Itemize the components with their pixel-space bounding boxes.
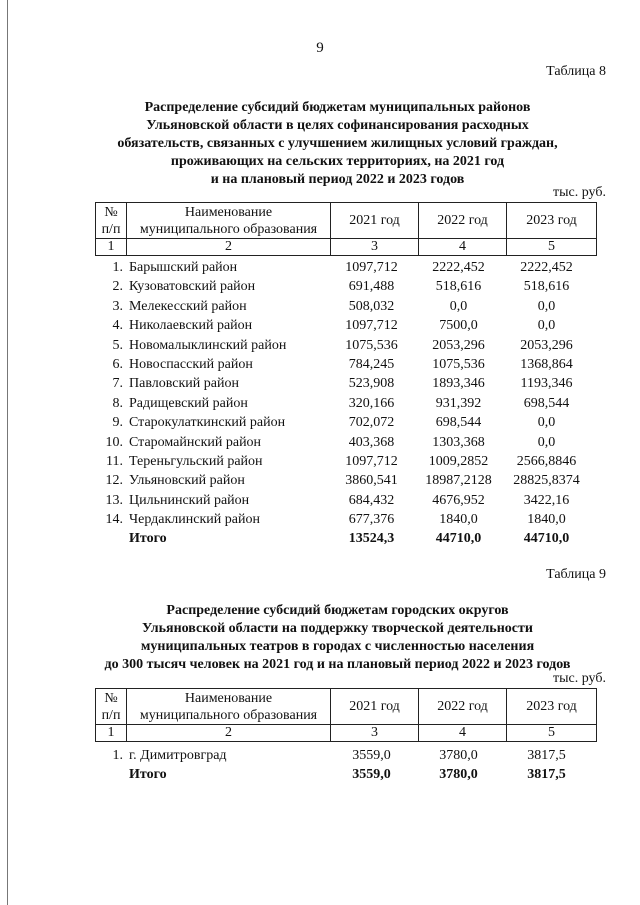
header-num: № п/п xyxy=(96,203,127,239)
col-index: 4 xyxy=(419,239,507,256)
table-row: 3. Мелекесский район 508,032 0,0 0,0 xyxy=(112,298,556,314)
header-2021: 2021 год xyxy=(331,689,419,725)
table-row: 13. Цильнинский район 684,432 4676,952 3422,16 xyxy=(105,492,570,508)
page-edge-line xyxy=(7,0,8,905)
table-row: 9. Старокулаткинский район 702,072 698,544 0,0 xyxy=(112,415,556,431)
title-line: проживающих на сельских территориях, на 2021 год xyxy=(170,154,505,169)
title-line: обязательств, связанных с улучшением жилищных условий граждан, xyxy=(117,136,558,151)
header-2023: 2023 год xyxy=(507,203,597,239)
table8-label: Таблица 8 xyxy=(546,64,606,79)
header-name: Наименование муниципального образования xyxy=(127,203,331,239)
title-line: муниципальных театров в городах с численностью населения xyxy=(140,639,535,654)
col-index: 5 xyxy=(507,239,597,256)
header-2022: 2022 год xyxy=(419,689,507,725)
header-2023: 2023 год xyxy=(507,689,597,725)
table9-units: тыс. руб. xyxy=(553,671,606,686)
table-row: 12. Ульяновский район 3860,541 18987,2128 28825,8374 xyxy=(105,473,580,489)
table-row: 2. Кузоватовский район 691,488 518,616 518,616 xyxy=(112,279,570,295)
col-index: 3 xyxy=(331,239,419,256)
table-row: 14. Чердаклинский район 677,376 1840,0 1840,0 xyxy=(105,512,566,528)
table-row: 4. Николаевский район 1097,712 7500,0 0,0 xyxy=(112,318,556,334)
table-row: 8. Радищевский район 320,166 931,392 698,544 xyxy=(112,395,570,411)
table8-title xyxy=(60,99,615,189)
table-row: 7. Павловский район 523,908 1893,346 1193,346 xyxy=(112,376,573,392)
title-line: до 300 тысяч человек на 2021 год и на плановый период 2022 и 2023 годов xyxy=(104,657,571,672)
table-row: 10. Старомайнский район 403,368 1303,368 0,0 xyxy=(105,434,556,450)
title-line: Распределение субсидий бюджетам муниципальных районов xyxy=(144,100,531,115)
col-index: 4 xyxy=(419,725,507,742)
table8-units: тыс. руб. xyxy=(553,185,606,200)
total-row: Итого 13524,3 44710,0 44710,0 xyxy=(129,531,570,547)
table9-body xyxy=(95,746,615,785)
title-line: Распределение субсидий бюджетам городских округов xyxy=(166,603,509,618)
col-index: 2 xyxy=(127,725,331,742)
header-2022: 2022 год xyxy=(419,203,507,239)
page-number: 9 xyxy=(316,40,324,56)
total-row: Итого 3559,0 3780,0 3817,5 xyxy=(129,767,566,783)
table9-label: Таблица 9 xyxy=(546,567,606,582)
table9-title xyxy=(60,602,615,674)
table-row: 1. Барышский район 1097,712 2222,452 2222,452 xyxy=(112,260,573,275)
table-row: 1. г. Димитровград 3559,0 3780,0 3817,5 xyxy=(112,748,566,763)
table-row: 5. Новомалыклинский район 1075,536 2053,296 2053,296 xyxy=(112,337,573,353)
header-num: № п/п xyxy=(96,689,127,725)
col-index: 5 xyxy=(507,725,597,742)
title-line: Ульяновской области на поддержку творческой деятельности xyxy=(142,621,533,636)
table-row: 6. Новоспасский район 784,245 1075,536 1368,864 xyxy=(112,356,573,372)
table-row: 11. Тереньгульский район 1097,712 1009,2852 2566,8846 xyxy=(106,453,577,469)
table8-header xyxy=(95,202,597,256)
col-index: 1 xyxy=(96,239,127,256)
col-index: 2 xyxy=(127,239,331,256)
title-line: и на плановый период 2022 и 2023 годов xyxy=(210,172,465,187)
header-2021: 2021 год xyxy=(331,203,419,239)
table9-header xyxy=(95,688,597,742)
col-index: 3 xyxy=(331,725,419,742)
header-name: Наименование муниципального образования xyxy=(127,689,331,725)
table8-body xyxy=(95,258,615,549)
col-index: 1 xyxy=(96,725,127,742)
title-line: Ульяновской области в целях софинансирования расходных xyxy=(146,118,529,133)
